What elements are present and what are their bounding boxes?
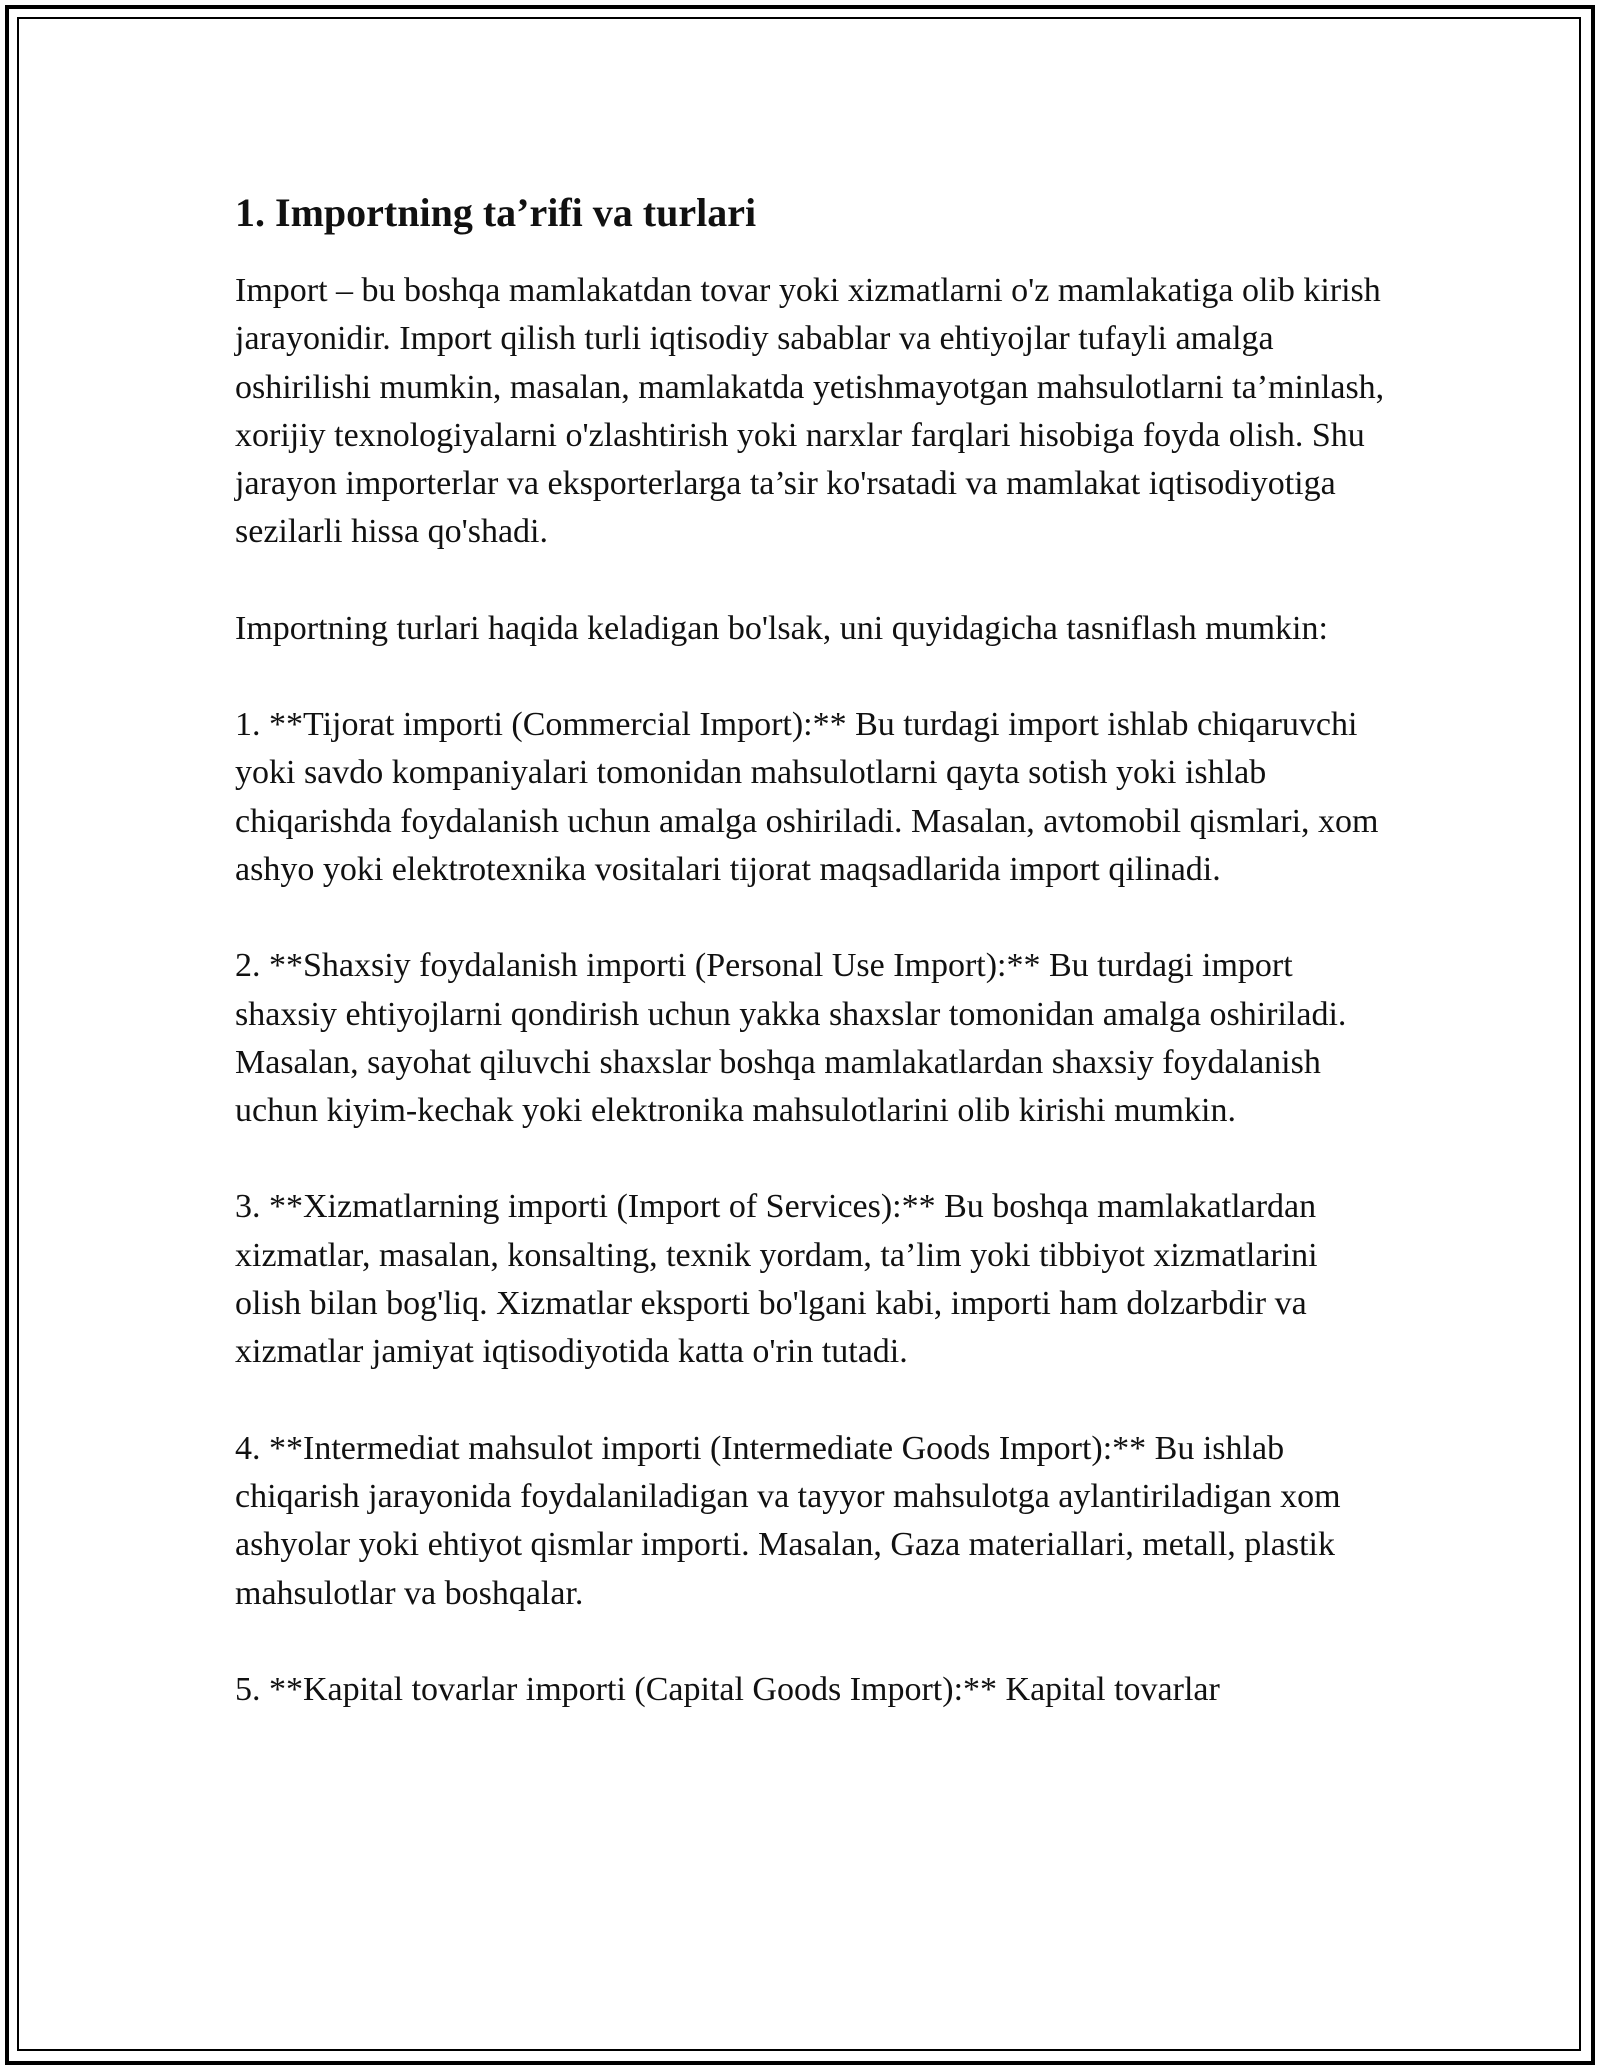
document-page <box>235 185 1385 1762</box>
paragraph-capital-goods-import: 5. **Kapital tovarlar importi (Capital Goods Import):** Kapital tovarlar <box>235 1670 1220 1708</box>
paragraph-import-definition: Import – bu boshqa mamlakatdan tovar yoki xizmatlarni o'z mamlakatiga olib kirish jarayonidir. Import qilish turli iqtisodiy sabablar va ehtiyojlar tufayli amalga oshirilishi mumkin, masalan, mamlakatda yetishmayotgan mahsulotlarni ta’minlash, xorijiy texnologiyalarni o'zlashtirish yoki narxlar farqlari hisobiga foyda olish. Shu jarayon importerlar va eksporterlarga ta’sir ko'rsatadi va mamlakat iqtisodiyotiga sezilarli hissa qo'shadi. <box>235 272 1385 551</box>
section-heading: 1. Importning ta’rifi va turlari <box>235 190 757 235</box>
paragraph-import-of-services: 3. **Xizmatlarning importi (Import of Services):** Bu boshqa mamlakatlardan xizmatlar, masalan, konsalting, texnik yordam, ta’lim yoki tibbiyot xizmatlarini olish bilan bog'liq. Xizmatlar eksporti bo'lgani kabi, importi ham dolzarbdir va xizmatlar jamiyat iqtisodiyotida katta o'rin tutadi. <box>235 1188 1318 1371</box>
paragraph-personal-use-import: 2. **Shaxsiy foydalanish importi (Personal Use Import):** Bu turdagi import shaxsiy ehtiyojlarni qondirish uchun yakka shaxslar tomonidan amalga oshiriladi. Masalan, sayohat qiluvchi shaxslar boshqa mamlakatlardan shaxsiy foydalanish uchun kiyim-kechak yoki elektronika mahsulotlarini olib kirishi mumkin. <box>235 947 1347 1130</box>
paragraph-intermediate-goods-import: 4. **Intermediat mahsulot importi (Intermediate Goods Import):** Bu ishlab chiqarish jarayonida foydalaniladigan va tayyor mahsulotga aylantiriladigan xom ashyolar yoki ehtiyot qismlar importi. Masalan, Gaza materiallari, metall, plastik mahsulotlar va boshqalar. <box>235 1429 1341 1612</box>
paragraph-import-types-intro: Importning turlari haqida keladigan bo'lsak, uni quyidagicha tasniflash mumkin: <box>235 609 1328 647</box>
paragraph-commercial-import: 1. **Tijorat importi (Commercial Import):** Bu turdagi import ishlab chiqaruvchi yoki savdo kompaniyalari tomonidan mahsulotlarni qayta sotish yoki ishlab chiqarishda foydalanish uchun amalga oshiriladi. Masalan, avtomobil qismlari, xom ashyo yoki elektrotexnika vositalari tijorat maqsadlarida import qilinadi. <box>235 706 1379 888</box>
